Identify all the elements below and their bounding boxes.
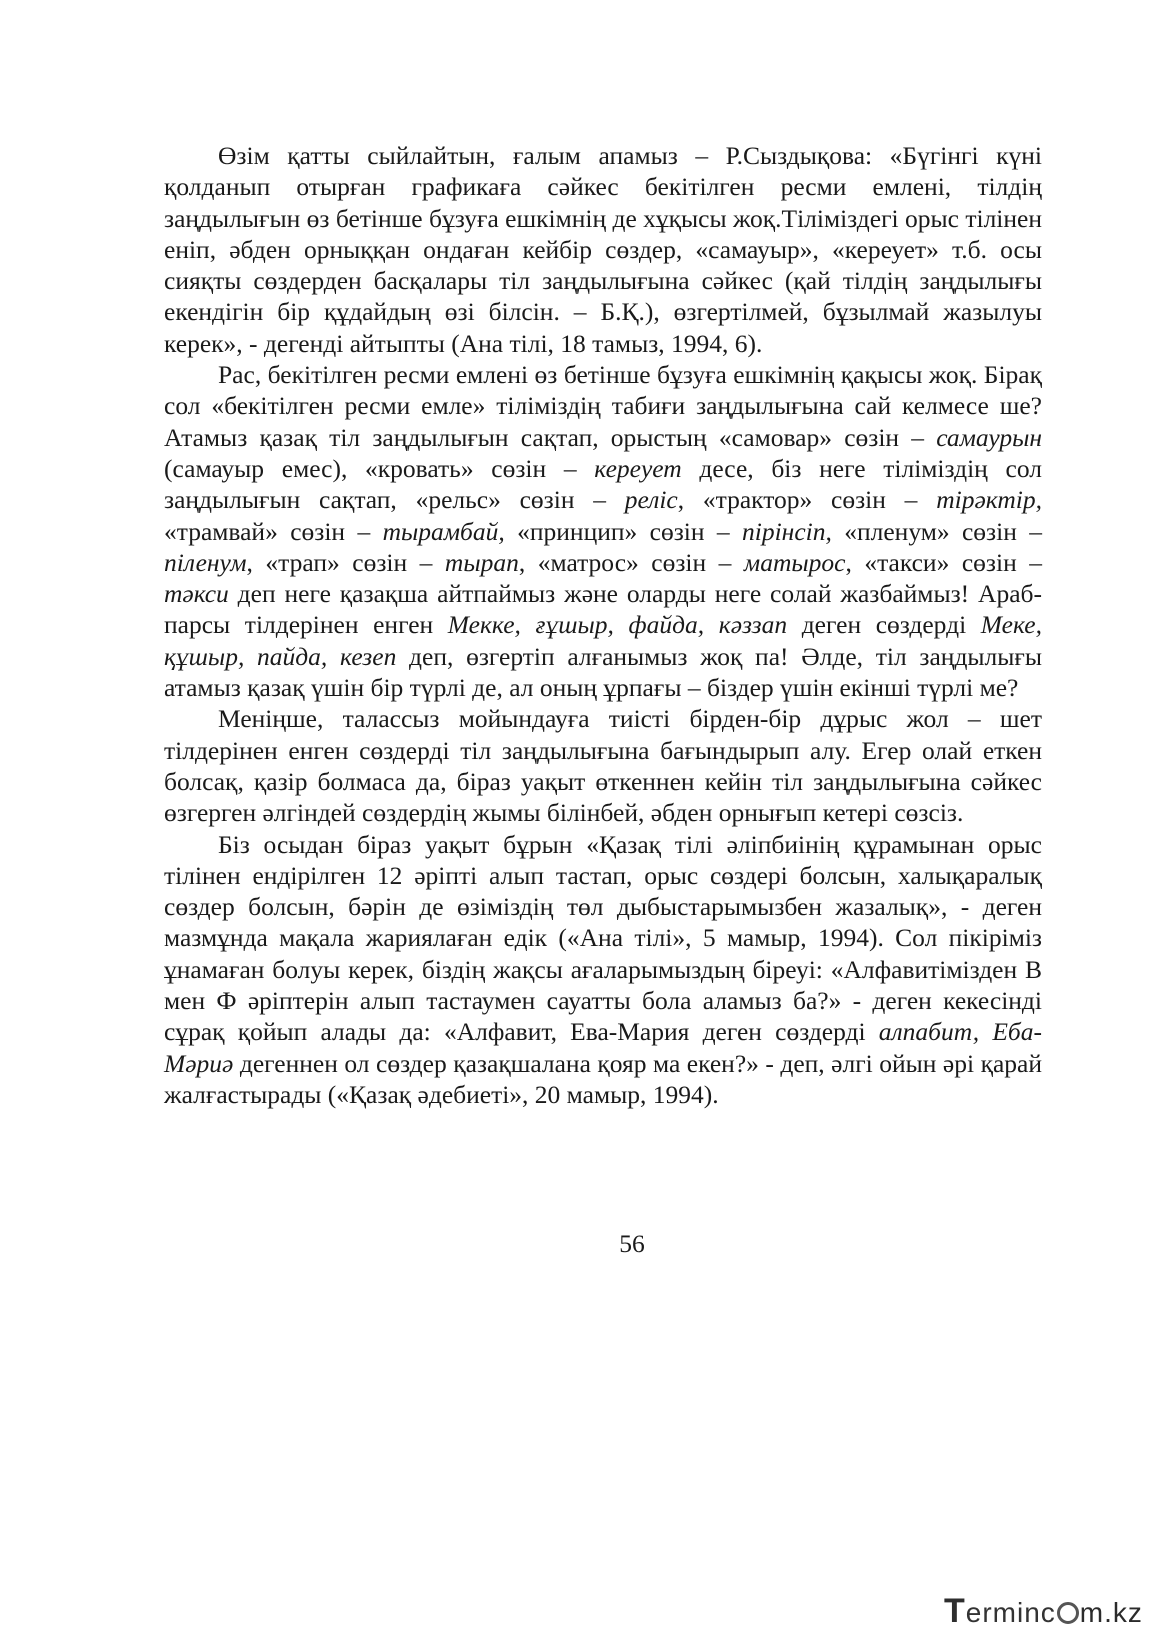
text-run: деп неге қазақша айтпаймыз және оларды неге солай жазбаймыз! Араб-парсы тілдерінен енген: [164, 579, 1042, 640]
text-run: деген сөздерді: [787, 610, 981, 640]
text-run: (самауыр емес), «кровать» сөзін –: [164, 453, 595, 483]
italic-text: тырамбай,: [382, 516, 505, 546]
text-run: деп, өзгертіп алғанымыз жоқ па! Әлде, тіл заңдылығы атамыз қазақ үшін бір түрлі де, ал оның ұрпағы – біздер үшін екінші түрлі ме?: [164, 641, 1043, 703]
italic-text: Меке, құшыр, пайда, кезеп: [164, 610, 1042, 671]
italic-text: реліс: [624, 485, 678, 515]
text-run: , «такси» сөзін –: [845, 547, 1042, 577]
paragraph: [164, 140, 1042, 359]
termincom-logo: [944, 1592, 1143, 1628]
text-run: Өзім қатты сыйлайтын, ғалым апамыз – Р.Сыздықова: «Бүгінгі күні қолданып отырған графикаға сәйкес бекітілген ресми емлені, тілдің заңдылығын өз бетінше бұзуға ешкімнің де хұқысы жоқ.Тіліміздегі орыс тілінен еніп, әбден орныққан ондаған кейбір сөздер, «самауыр», «кереует» т.б. осы сияқты сөздерден басқалары тіл заңдылығына сәйкес (қай тілдің заңдылығы екендігін бір құдайдың өзі білсін. – Б.Қ.), өзгертілмей, бұзылмай жазылуы керек», - дегенді айтыпты (Ана тілі, 18 тамыз, 1994, 6).: [164, 141, 1042, 358]
text-run: «трамвай» сөзін –: [164, 516, 383, 546]
paragraph: [164, 359, 1042, 703]
italic-text: самаурын: [936, 422, 1042, 452]
text-run: Меніңше, таласcыз мойындауға тиісті бірден-бір дұрыс жол – шет тілдерінен енген сөздерді тіл заңдылығына бағындырып алу. Егер олай еткен болсақ, қазір болмаса да, біраз уақыт өткеннен кейін тіл заңдылығына сәйкес өзгерген әлгіндей сөздердің жымы білінбей, әбден орнығып кетері сөзсіз.: [164, 704, 1042, 828]
logo-text-start: erminc: [965, 1597, 1056, 1628]
text-run: Біз осыдан біраз уақыт бұрын «Қазақ тілі әліпбиінің құрамынан орыс тілінен ендірілген 12 әріпті алып тастап, орыс сөздері болсын, халықаралық сөздер болсын, бәрін де өзіміздің төл дыбыстарымызбен жазалық», - деген мазмұнда мақала жариялаған едік («Ана тілі», 5 мамыр, 1994). Сол пікіріміз ұнамаған болуы керек, біздің жақсы ағаларымыздың біреуі: «Алфавитімізден В мен Ф әріптерін алып тастаумен сауатты бола аламыз ба?» - деген кекесінді сұрақ қойып алады да: «Алфавит, Ева-Мария деген сөздерді: [164, 829, 1042, 1047]
body-text: [164, 140, 1042, 1110]
italic-text: тірәктір,: [936, 485, 1042, 515]
italic-text: тырап: [444, 547, 519, 577]
text-run: , «матрос» сөзін –: [518, 547, 744, 577]
italic-text: алпабит, Еба-Мәриә: [164, 1017, 1042, 1078]
text-run: , «трап» сөзін –: [246, 547, 445, 577]
text-run: десе, біз неге тіліміздің сол заңдылығын сақтап, «рельс» сөзін –: [164, 453, 1042, 515]
text-run: «принцип» сөзін –: [504, 516, 742, 546]
italic-text: піленум: [164, 547, 247, 577]
logo-o-icon: [1057, 1602, 1079, 1624]
logo-initial: T: [944, 1592, 966, 1630]
italic-text: Мекке, ғұшыр, файда, кәззап: [447, 610, 788, 640]
italic-text: пірінсіп,: [742, 516, 832, 546]
logo-text-end: m.kz: [1079, 1597, 1143, 1628]
page-number: 56: [619, 1229, 645, 1258]
text-run: дегеннен ол сөздер қазақшалана қояр ма екен?» - деп, әлгі ойын әрі қарай жалғастырады («Қазақ әдебиеті», 20 мамыр, 1994).: [164, 1048, 1042, 1109]
italic-text: кереует: [594, 453, 682, 483]
paragraph: [164, 703, 1042, 828]
text-run: , «трактор» сөзін –: [677, 485, 937, 515]
text-run: Рас, бекітілген ресми емлені өз бетінше бұзуға ешкімнің қақысы жоқ. Бірақ сол «бекітілген ресми емле» тіліміздің табиғи заңдылығына сай келмесе ше? Атамыз қазақ тіл заңдылығын сақтап, орыстың «самовар» сөзін –: [164, 360, 1042, 452]
paragraph: [164, 829, 1042, 1111]
text-run: «пленум» сөзін –: [831, 516, 1042, 546]
italic-text: тәкси: [164, 579, 229, 609]
italic-text: матырос: [743, 547, 846, 577]
